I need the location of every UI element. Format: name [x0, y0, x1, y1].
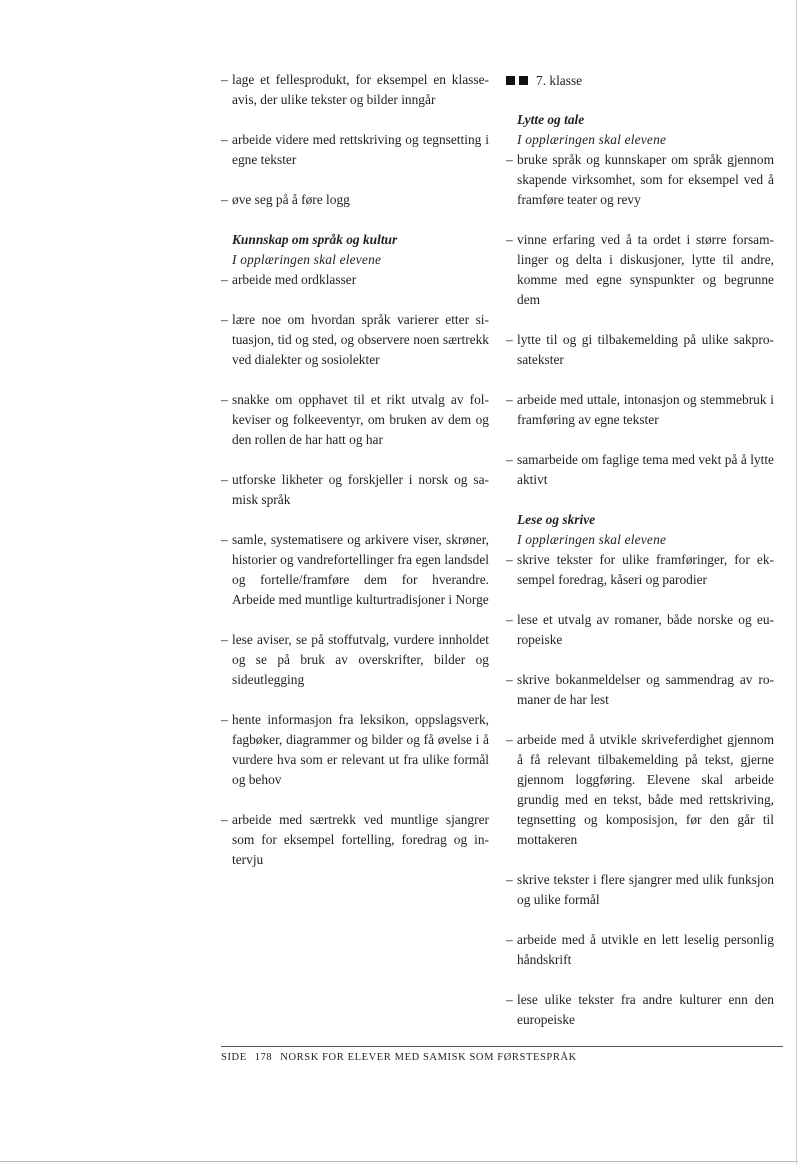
section-subheading: I opplæringen skal elevene — [517, 532, 667, 547]
bullet-dash: – — [506, 392, 513, 407]
list-item-text: arbeide med ordklasser — [232, 272, 357, 287]
list-item — [221, 70, 489, 110]
bullet-dash: – — [506, 732, 513, 747]
left-column — [221, 70, 489, 890]
page-footer — [221, 1052, 585, 1063]
list-item-text: vinne erfaring ved å ta ordet i større forsamlinger og delta i diskusjoner, lytte til andre, komme med egne synspunkter og begrunne dem — [517, 232, 774, 307]
list-item-text: lese ulike tekster fra andre kulturer enn den europeiske — [517, 992, 774, 1027]
list-item-text: snakke om opphavet til et rikt utvalg av folkeviser og folkeeventyr, om bruken av dem og den rollen de har hatt og har — [232, 392, 489, 447]
list-item — [506, 670, 774, 710]
list-item-text: samarbeide om faglige tema med vekt på å lytte aktivt — [517, 452, 774, 487]
list-item-text: hente informasjon fra leksikon, oppslagsverk, fagbøker, diagrammer og bilder og få øvelse i å vurdere hva som er relevant ut fra ulike formål og behov — [232, 712, 489, 787]
list-item-text: arbeide med særtrekk ved muntlige sjangrer som for eksempel fortelling, foredrag og intervju — [232, 812, 489, 867]
list-item — [221, 390, 489, 450]
square-bullet-icon — [506, 76, 515, 85]
bullet-dash: – — [221, 392, 228, 407]
right-column — [506, 70, 774, 1050]
bullet-dash: – — [221, 312, 228, 327]
bullet-dash: – — [221, 132, 228, 147]
list-item-text: lese aviser, se på stoffutvalg, vurdere innholdet og se på bruk av overskrifter, bilder og sideutlegging — [232, 632, 489, 687]
list-item-text: arbeide med å utvikle en lett leselig personlig håndskrift — [517, 932, 774, 967]
scan-edge-right — [796, 0, 797, 1164]
scan-edge-bottom — [0, 1161, 798, 1162]
list-item-text: øve seg på å føre logg — [232, 192, 350, 207]
list-item — [221, 810, 489, 870]
list-item — [506, 390, 774, 430]
square-bullet-icon — [519, 76, 528, 85]
bullet-dash: – — [506, 452, 513, 467]
list-item-text: arbeide med å utvikle skriveferdighet gjennom å få relevant tilbakemelding på tekst, gjerne gjennom loggføring. Elevene skal arbeide grundig med en tekst, både med rettskriving, tegnsetting og komposisjon, før den går til mottakeren — [517, 732, 774, 847]
section-subheading: I opplæringen skal elevene — [517, 132, 667, 147]
list-item — [221, 470, 489, 510]
list-item-text: utforske likheter og forskjeller i norsk og samisk språk — [232, 472, 489, 507]
list-item-text: lære noe om hvordan språk varierer etter situasjon, tid og sted, og observere noen særtrekk ved dialekter og sosiolekter — [232, 312, 489, 367]
list-item-text: skrive tekster i flere sjangrer med ulik funksjon og ulike formål — [517, 872, 774, 907]
list-item-text: arbeide videre med rettskriving og tegnsetting i egne tekster — [232, 132, 489, 167]
footer-title: NORSK FOR ELEVER MED SAMISK SOM FØRSTESPRÅK — [280, 1052, 577, 1063]
list-item — [506, 230, 774, 310]
bullet-dash: – — [506, 932, 513, 947]
section-heading: Lese og skrive — [517, 512, 596, 527]
page-number: 178 — [254, 1052, 273, 1063]
grade-label: 7. klasse — [536, 73, 583, 88]
bullet-dash: – — [506, 332, 513, 347]
bullet-dash: – — [221, 192, 228, 207]
list-item — [221, 630, 489, 690]
list-item — [506, 930, 774, 970]
bullet-dash: – — [506, 152, 513, 167]
list-item — [221, 310, 489, 370]
bullet-dash: – — [506, 672, 513, 687]
list-item — [506, 150, 774, 210]
list-item-text: lage et fellesprodukt, for eksempel en klasseavis, der ulike tekster og bilder inngår — [232, 72, 489, 107]
list-item — [506, 730, 774, 850]
bullet-dash: – — [221, 72, 228, 87]
list-item-text: bruke språk og kunnskaper om språk gjennom skapende virksomhet, som for eksempel ved å framføre teater og revy — [517, 152, 774, 207]
section-heading: Lytte og tale — [517, 112, 585, 127]
bullet-dash: – — [221, 712, 228, 727]
list-item — [221, 710, 489, 790]
bullet-dash: – — [221, 812, 228, 827]
section-subheading: I opplæringen skal elevene — [232, 252, 382, 267]
footer-divider — [221, 1046, 783, 1047]
list-item — [221, 190, 489, 210]
bullet-dash: – — [221, 532, 228, 547]
list-item-text: samle, systematisere og arkivere viser, skrøner, historier og vandrefortellinger fra egen landsdel og fortelle/framføre dem for hverandre. Arbeide med muntlige kulturtradisjoner i Norge — [232, 532, 489, 607]
bullet-dash: – — [506, 992, 513, 1007]
section-heading: Kunnskap om språk og kultur — [232, 232, 398, 247]
list-item — [506, 870, 774, 910]
list-item — [506, 550, 774, 590]
bullet-dash: – — [506, 552, 513, 567]
footer-side-label: SIDE — [221, 1052, 247, 1063]
list-item-text: lytte til og gi tilbakemelding på ulike sakprosatekster — [517, 332, 774, 367]
bullet-dash: – — [221, 472, 228, 487]
list-item-text: skrive bokanmeldelser og sammendrag av romaner de har lest — [517, 672, 774, 707]
list-item-text: lese et utvalg av romaner, både norske og europeiske — [517, 612, 774, 647]
list-item — [506, 330, 774, 370]
grade-heading — [506, 70, 774, 92]
list-item — [506, 610, 774, 650]
list-item — [506, 450, 774, 490]
list-item — [221, 130, 489, 170]
bullet-dash: – — [506, 612, 513, 627]
list-item-text: arbeide med uttale, intonasjon og stemmebruk i framføring av egne tekster — [517, 392, 774, 427]
bullet-dash: – — [221, 632, 228, 647]
bullet-dash: – — [221, 272, 228, 287]
bullet-dash: – — [506, 872, 513, 887]
bullet-dash: – — [506, 232, 513, 247]
list-item — [506, 990, 774, 1030]
list-item — [221, 270, 489, 290]
list-item — [221, 530, 489, 610]
list-item-text: skrive tekster for ulike framføringer, for eksempel foredrag, kåseri og parodier — [517, 552, 774, 587]
